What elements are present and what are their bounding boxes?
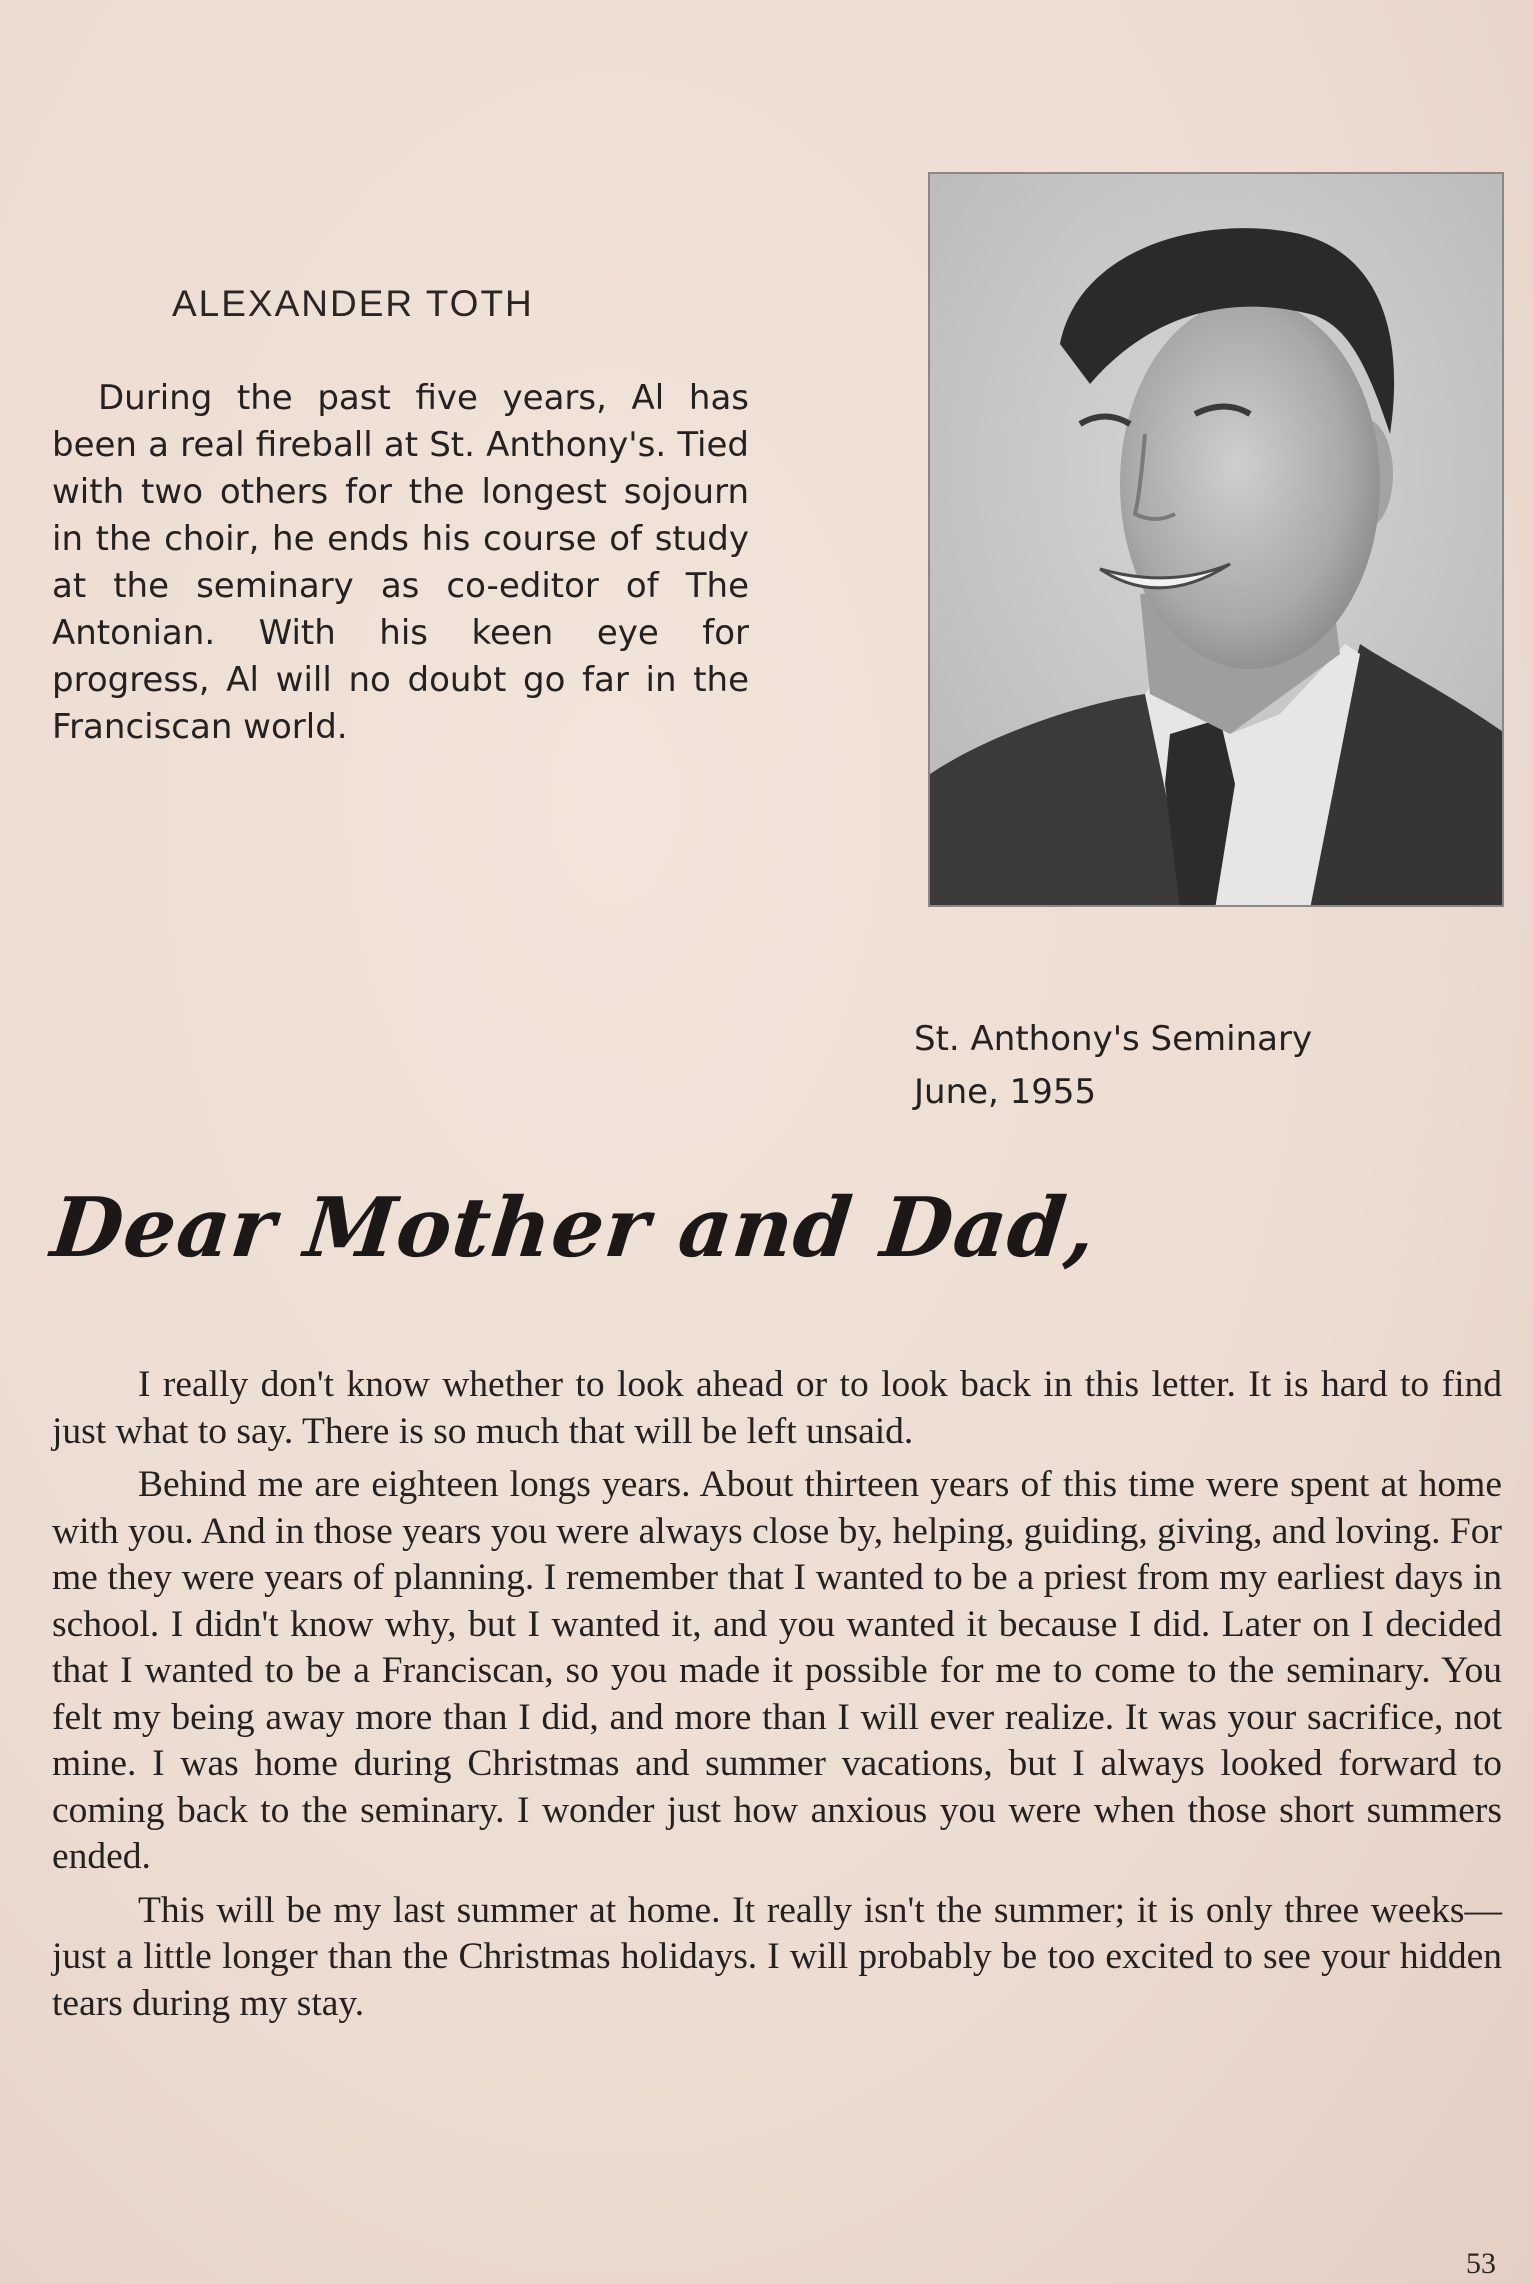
- photo-caption: [914, 1013, 1312, 1119]
- page-number: 53: [1466, 2247, 1496, 2280]
- letter-body: [52, 1362, 1502, 2034]
- letter-paragraph: I really don't know whether to look ahead or to look back in this letter. It is hard to find just what to say. There is so much that will be left unsaid.: [52, 1364, 1502, 1452]
- portrait-illustration: [930, 174, 1504, 907]
- letter-paragraph: This will be my last summer at home. It really isn't the summer; it is only three weeks—just a little longer than the Christmas holidays. I will probably be too excited to see your hidden tears during my stay.: [52, 1889, 1502, 2024]
- caption-line-1: St. Anthony's Seminary: [914, 1019, 1313, 1059]
- caption-line-2: June, 1955: [914, 1072, 1097, 1112]
- letter-paragraph: Behind me are eighteen longs years. About thirteen years of this time were spent at home with you. And in those years you were always close by, helping, guiding, giving, and loving. For me they were years of planning. I remember that I wanted to be a priest from my earliest days in school. I didn't know why, but I wanted it, and you wanted it because I did. Later on I decided that I wanted to be a Franciscan, so you made it possible for me to come to the seminary. You felt my being away more than I did, and more than I will ever realize. It was your sacrifice, not mine. I was home during Christmas and summer vacations, but I always looked forward to coming back to the seminary. I wonder just how anxious you were when those short summers ended.: [52, 1464, 1502, 1877]
- bio-text: During the past five years, Al has been a real fireball at St. Anthony's. Tied with two others for the longest sojourn in the choir, he ends his course of study at the seminary as co-editor of The Antonian. With his keen eye for progress, Al will no doubt go far in the Franciscan world.: [52, 378, 749, 747]
- portrait-photo: [928, 172, 1504, 907]
- bio-name-heading: ALEXANDER TOTH: [172, 283, 534, 324]
- letter-salutation: Dear Mother and Dad,: [46, 1180, 1101, 1276]
